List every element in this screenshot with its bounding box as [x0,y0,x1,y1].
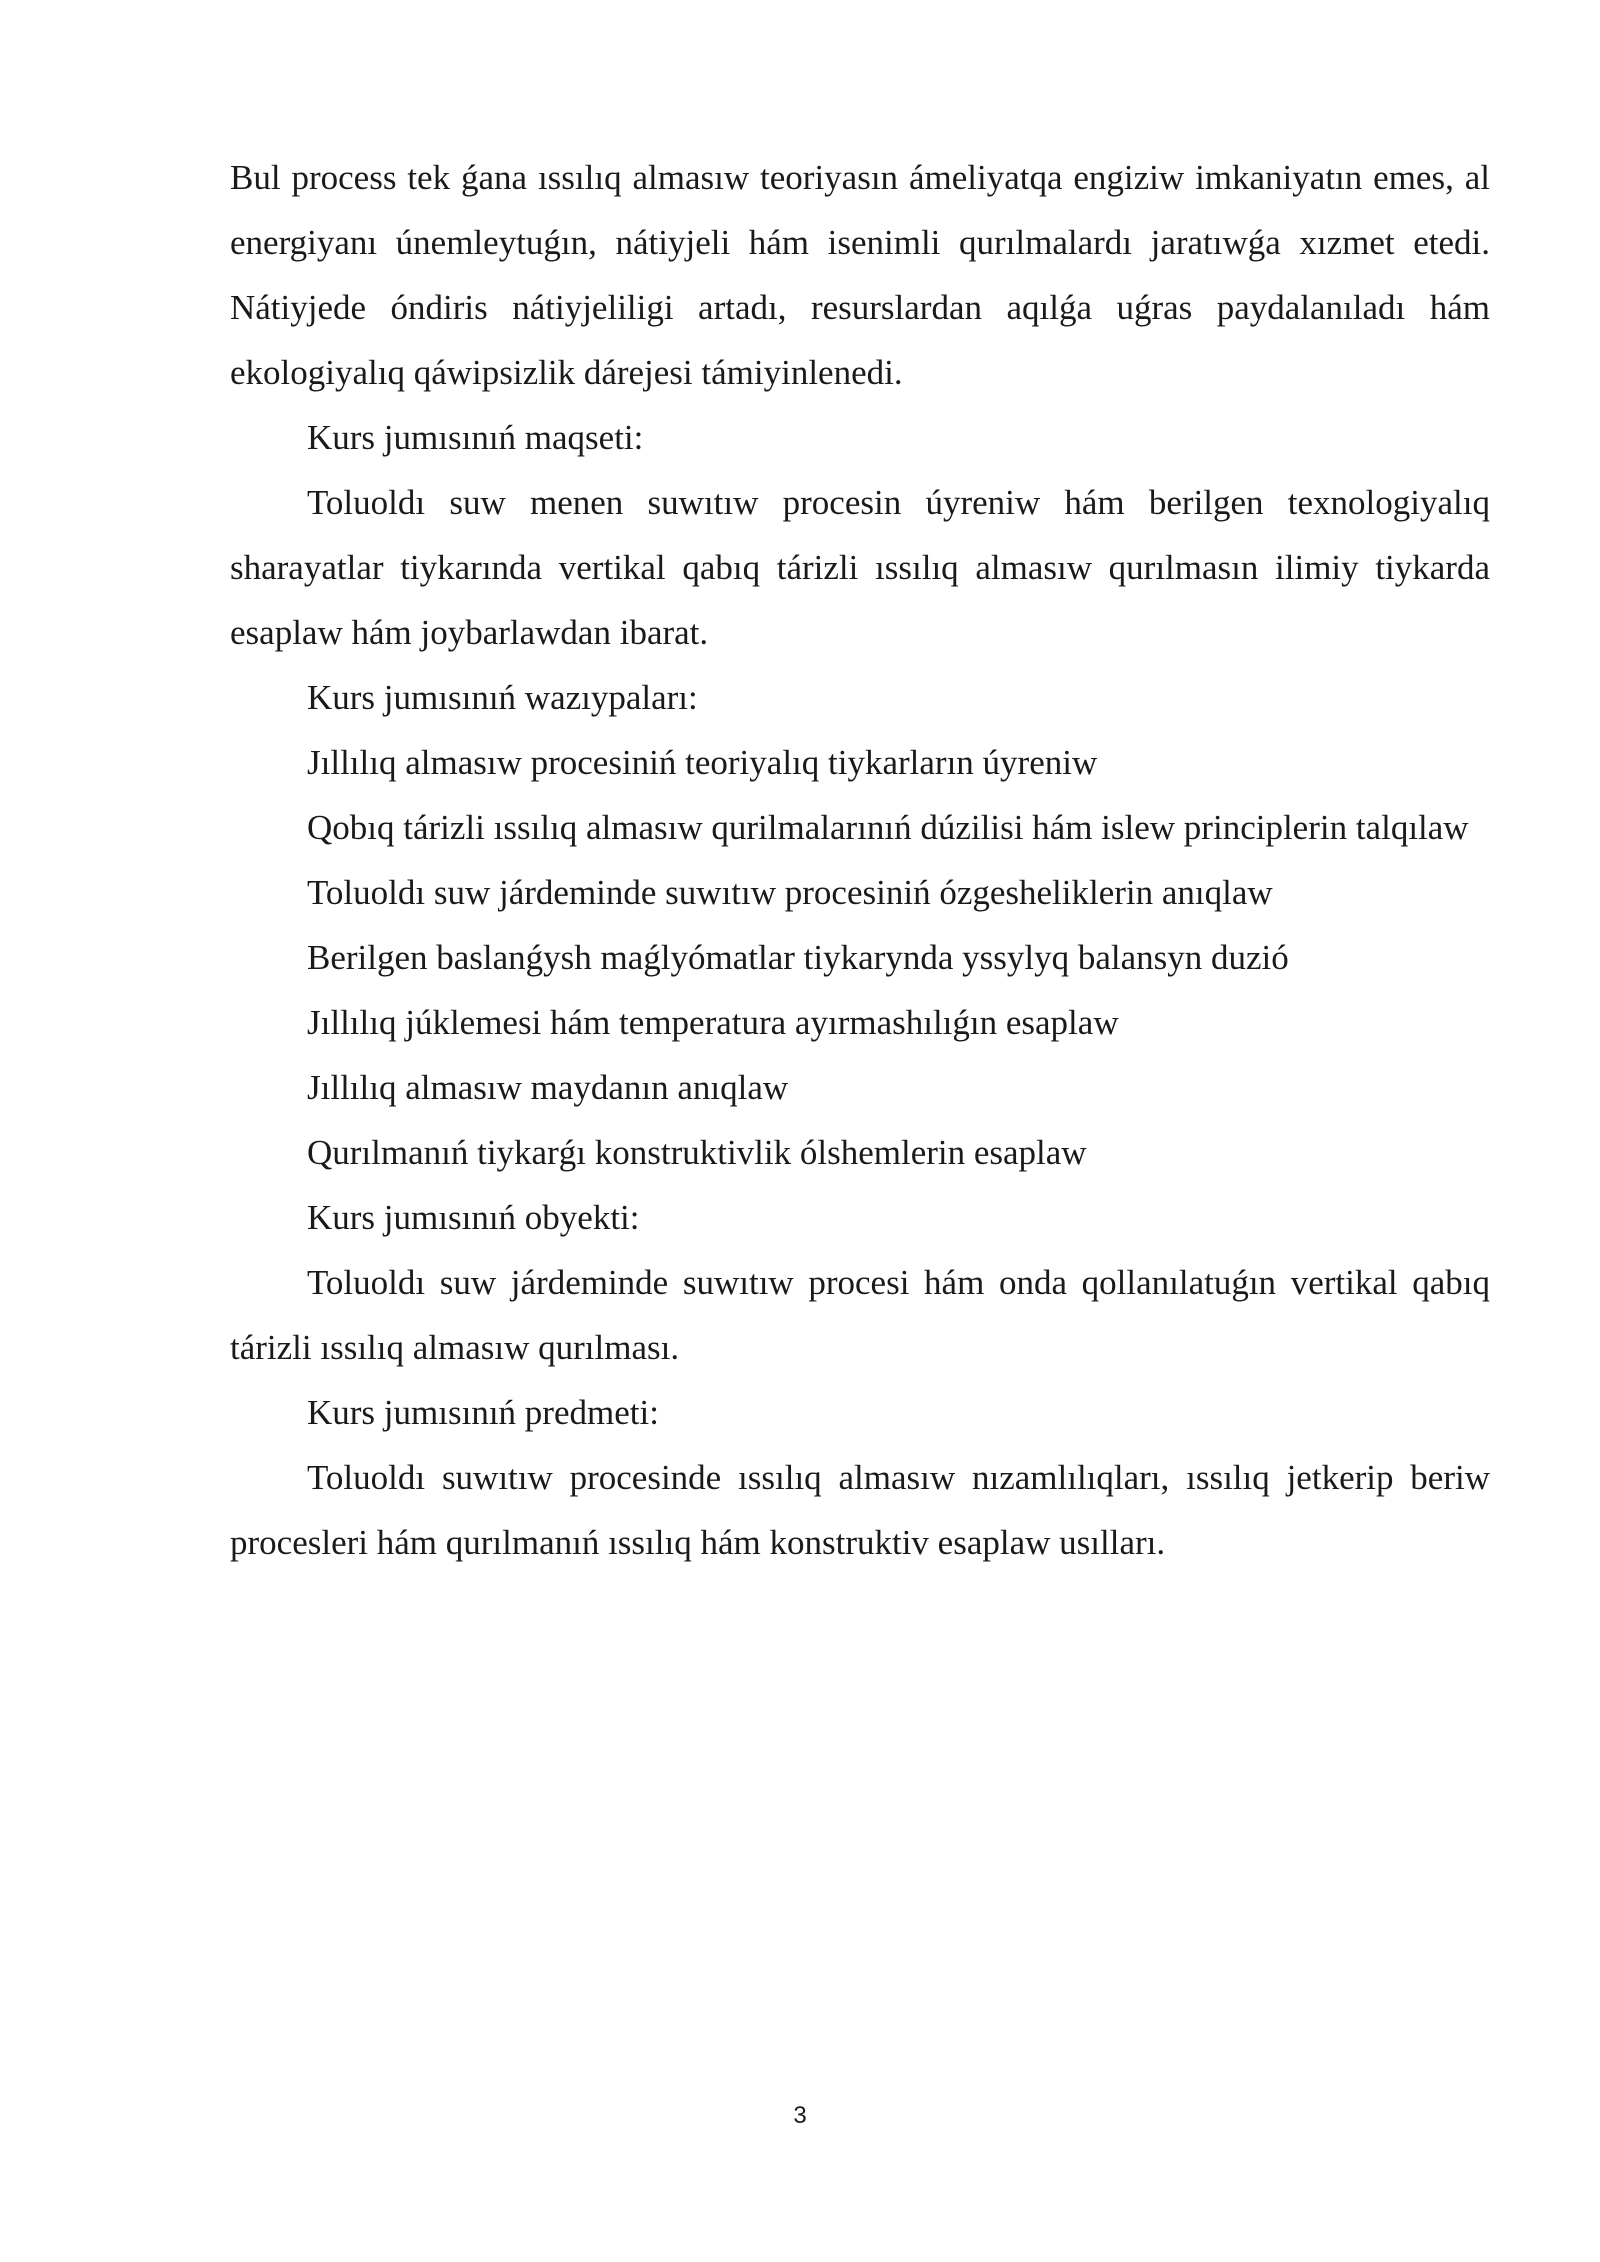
document-body [230,145,1490,1575]
task-item: Qurılmanıń tiykarǵı konstruktivlik ólshemlerin esaplaw [307,1133,1087,1172]
page-number: 3 [793,2102,807,2129]
heading-subject: Kurs jumısınıń predmeti: [307,1393,659,1432]
paragraph-goal: Toluoldı suw menen suwıtıw procesin úyreniw hám berilgen texnologiyalıq sharayatlar tiykarında vertikal qabıq tárizli ıssılıq almasıw qurılmasın ilimiy tiykarda esaplaw hám joybarlawdan ibarat. [230,483,1490,652]
task-item: Qobıq tárizli ıssılıq almasıw qurilmalarınıń dúzilisi hám islew principlerin talqılaw [307,808,1469,847]
heading-object: Kurs jumısınıń obyekti: [307,1198,640,1237]
task-item: Jıllılıq almasıw maydanın anıqlaw [307,1068,789,1107]
heading-goal: Kurs jumısınıń maqseti: [307,418,644,457]
task-item: Jıllılıq almasıw procesiniń teoriyalıq tiykarların úyreniw [307,743,1098,782]
task-item: Berilgen baslanǵysh maǵlyómatlar tiykarynda yssylyq balansyn duzió [307,938,1289,977]
task-item: Jıllılıq júklemesi hám temperatura ayırmashılıǵın esaplaw [307,1003,1119,1042]
heading-tasks: Kurs jumısınıń wazıypaları: [307,678,698,717]
task-item: Toluoldı suw járdeminde suwıtıw procesiniń ózgesheliklerin anıqlaw [307,873,1273,912]
paragraph-object: Toluoldı suw járdeminde suwıtıw procesi hám onda qollanılatuǵın vertikal qabıq tárizli ıssılıq almasıw qurılması. [230,1263,1490,1367]
paragraph-intro: Bul process tek ǵana ıssılıq almasıw teoriyasın ámeliyatqa engiziw imkaniyatın emes, al energiyanı únemleytuǵın, nátiyjeli hám isenimli qurılmalardı jaratıwǵa xızmet etedi. Nátiyjede óndiris nátiyjeliligi artadı, resurslardan aqılǵa uǵras paydalanıladı hám ekologiyalıq qáwipsizlik dárejesi támiyinlenedi. [230,158,1490,392]
paragraph-subject: Toluoldı suwıtıw procesinde ıssılıq almasıw nızamlılıqları, ıssılıq jetkerip beriw procesleri hám qurılmanıń ıssılıq hám konstruktiv esaplaw usılları. [230,1458,1490,1562]
